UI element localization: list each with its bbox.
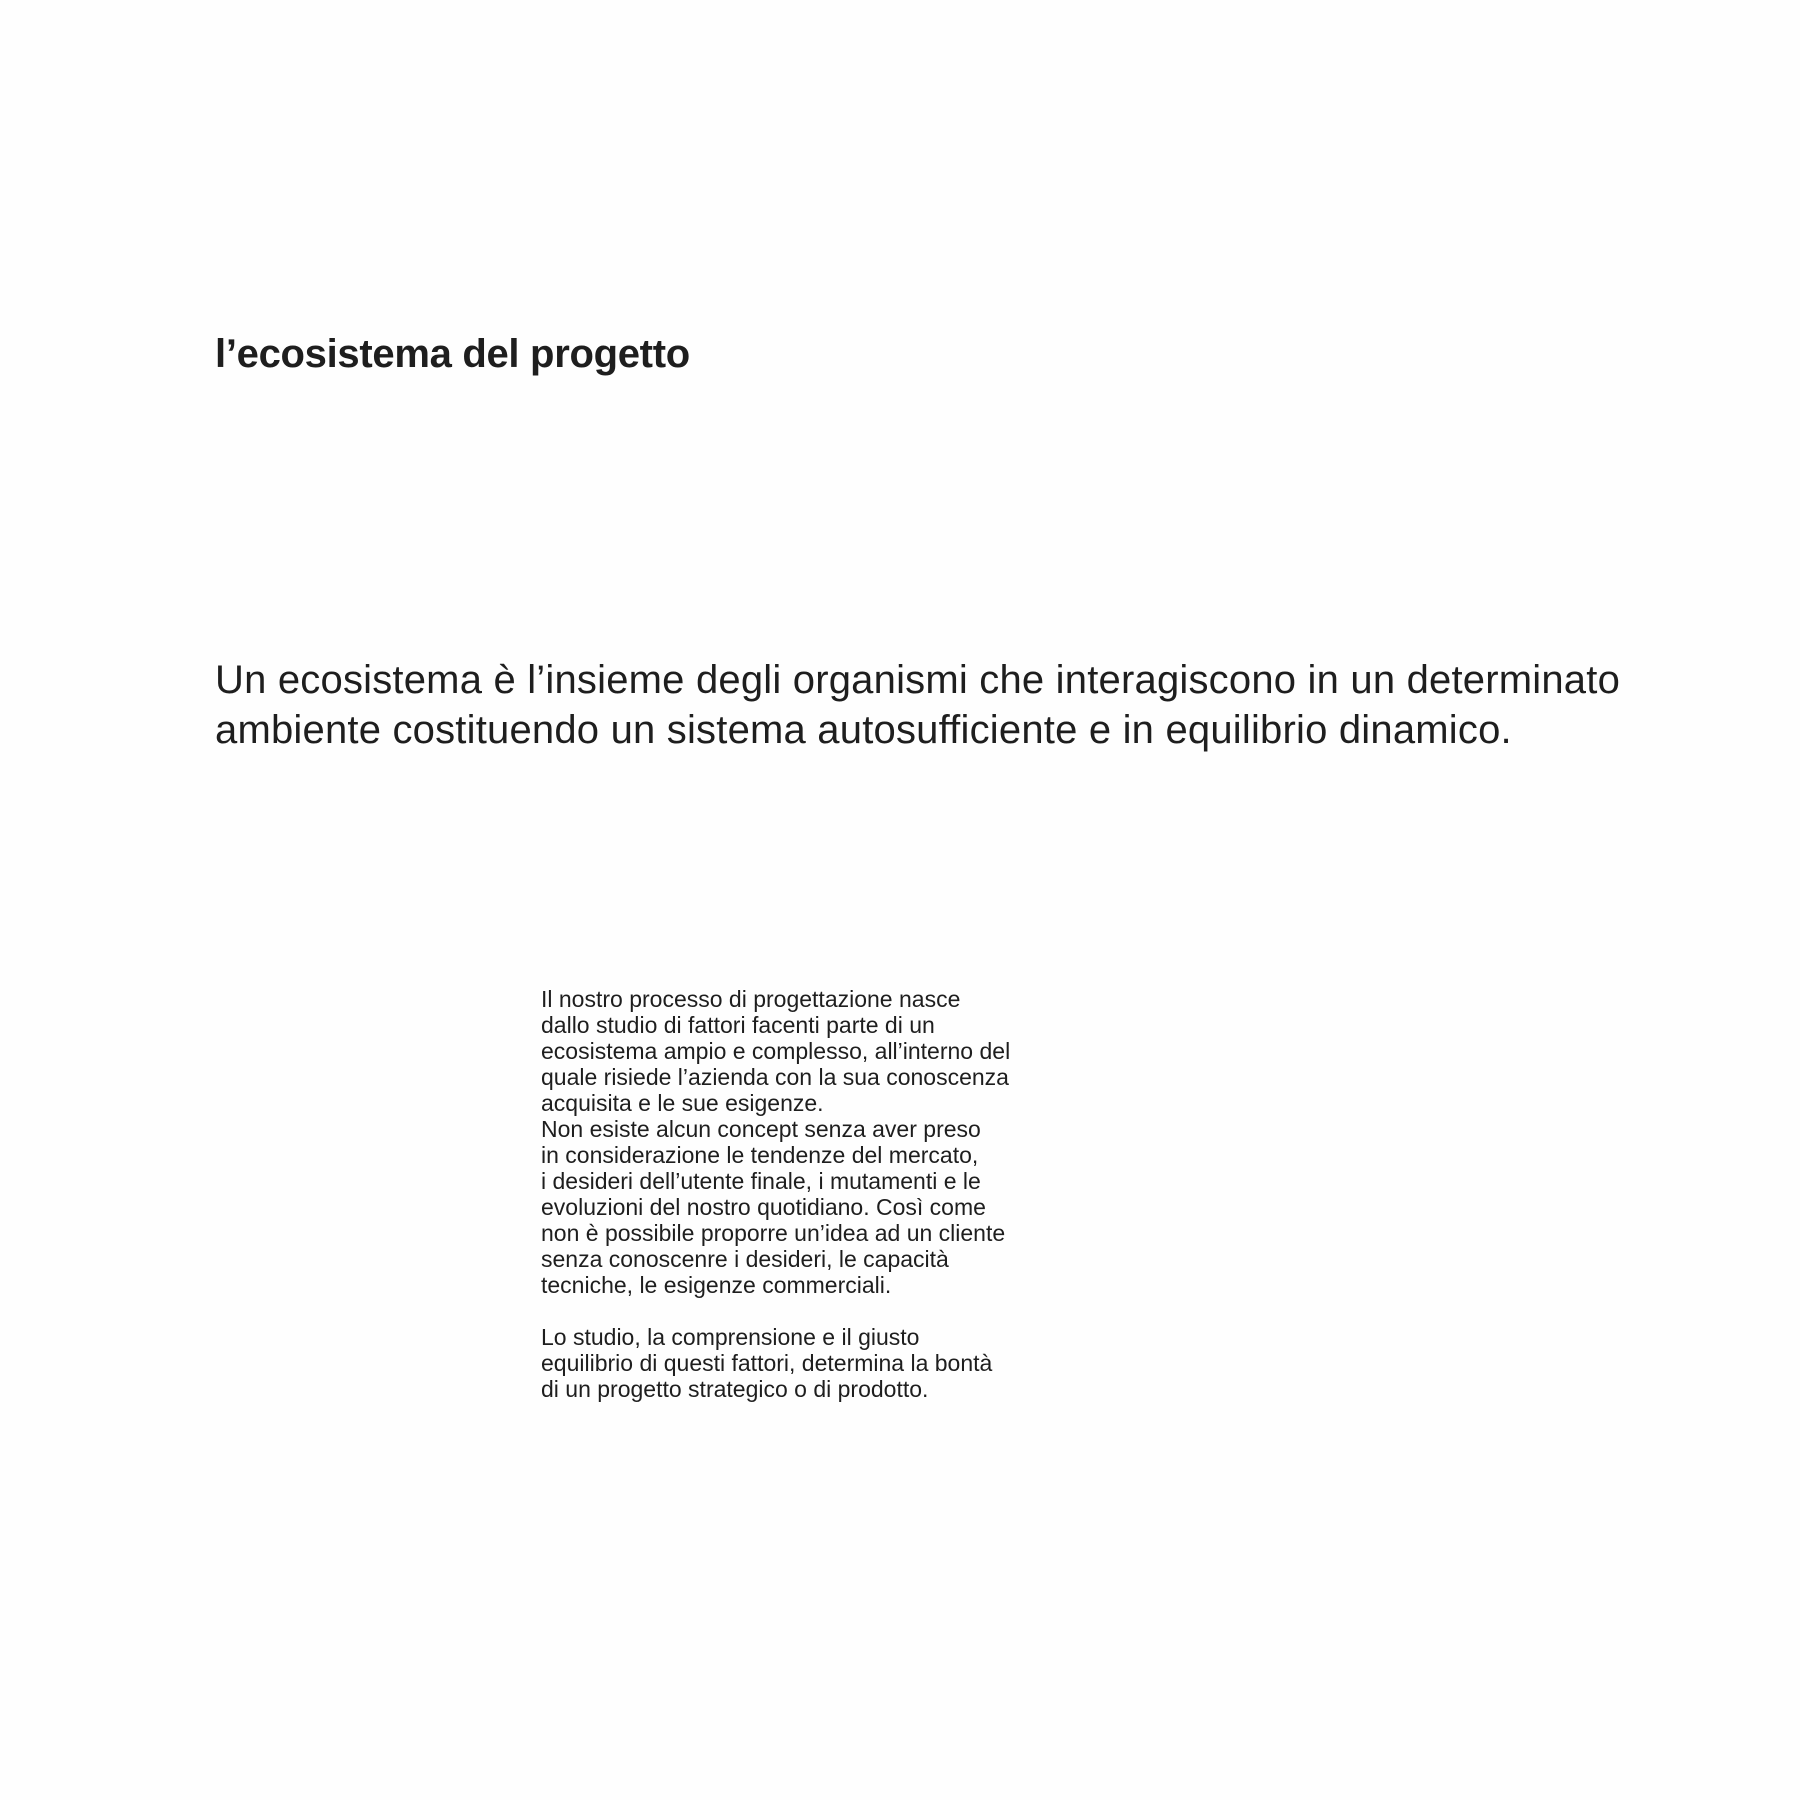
- body-paragraph-1: [541, 986, 1101, 1298]
- body-line: acquisita e le sue esigenze.: [541, 1090, 824, 1116]
- lead-line: ambiente costituendo un sistema autosufficiente e in equilibrio dinamico.: [215, 708, 1512, 752]
- body-line: ecosistema ampio e complesso, all’interno del: [541, 1038, 1011, 1064]
- body-text-block: [541, 986, 1101, 1402]
- lead-statement: [215, 655, 1755, 755]
- page-title: l’ecosistema del progetto: [215, 332, 690, 376]
- body-line: non è possibile proporre un’idea ad un cliente: [541, 1220, 1006, 1246]
- body-line: tecniche, le esigenze commerciali.: [541, 1272, 892, 1298]
- body-line: senza conoscenre i desideri, le capacità: [541, 1246, 949, 1272]
- body-line: Lo studio, la comprensione e il giusto: [541, 1324, 920, 1350]
- body-line: i desideri dell’utente finale, i mutamenti e le: [541, 1168, 981, 1194]
- body-line: Il nostro processo di progettazione nasce: [541, 986, 961, 1012]
- body-paragraph-2: [541, 1324, 1101, 1402]
- lead-line: Un ecosistema è l’insieme degli organismi che interagiscono in un determinato: [215, 658, 1621, 702]
- body-line: dallo studio di fattori facenti parte di un: [541, 1012, 935, 1038]
- body-line: equilibrio di questi fattori, determina la bontà: [541, 1350, 993, 1376]
- body-line: in considerazione le tendenze del mercato,: [541, 1142, 979, 1168]
- body-line: Non esiste alcun concept senza aver preso: [541, 1116, 981, 1142]
- body-line: evoluzioni del nostro quotidiano. Così come: [541, 1194, 986, 1220]
- body-line: di un progetto strategico o di prodotto.: [541, 1376, 929, 1402]
- body-line: quale risiede l’azienda con la sua conoscenza: [541, 1064, 1009, 1090]
